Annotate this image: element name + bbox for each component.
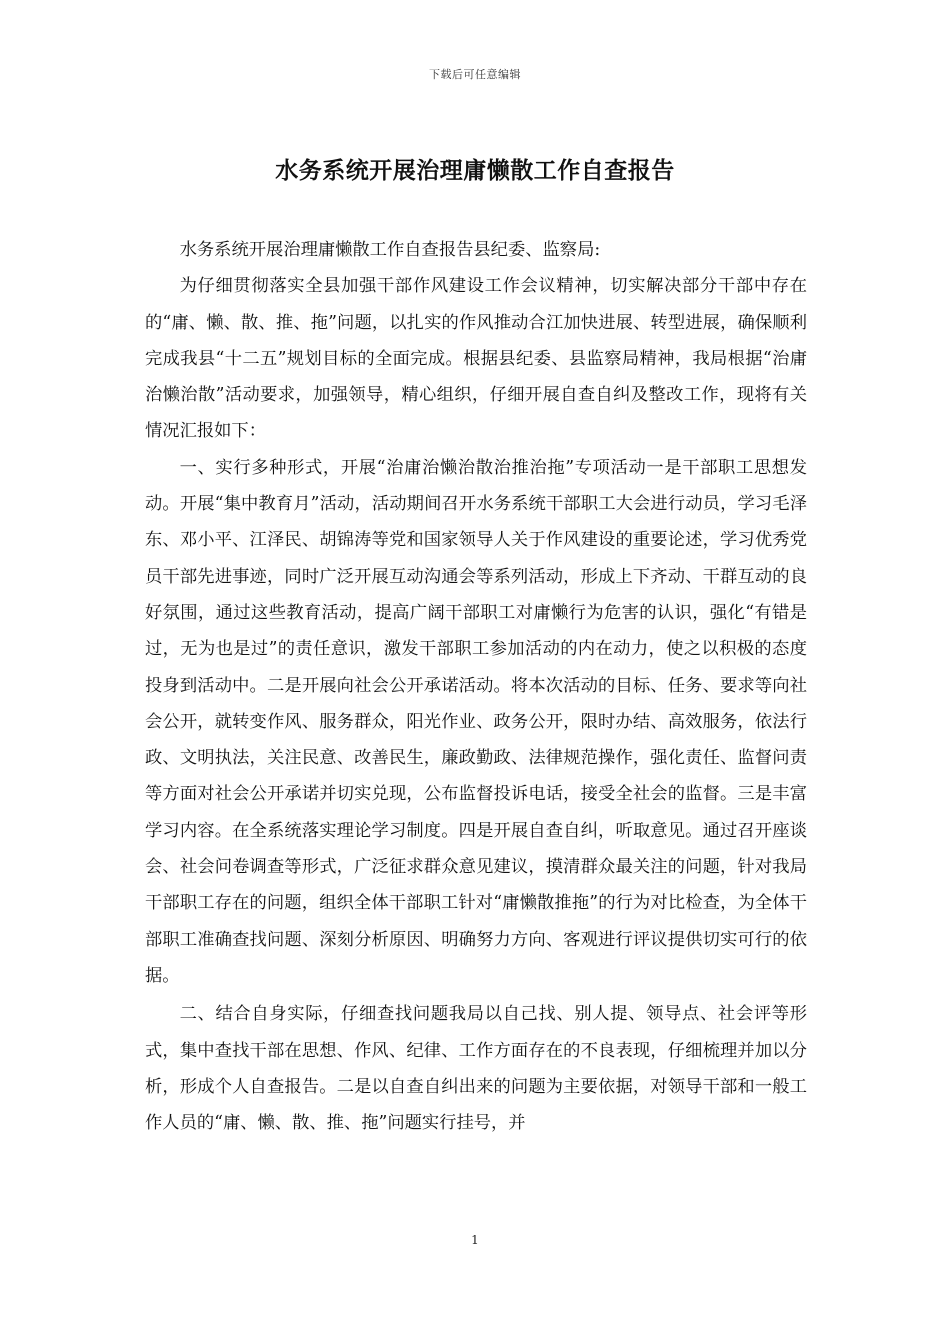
page-header-note: 下载后可任意编辑 — [429, 68, 521, 81]
body-paragraph-section-one: 一、实行多种形式，开展“治庸治懒治散治推治拖”专项活动一是干部职工思想发动。开展“集中教育月”活动，活动期间召开水务系统干部职工大会进行动员，学习毛泽东、邓小平、江泽民、胡锦涛等党和国家领导人关于作风建设的重要论述，学习优秀党员干部先进事迹，同时广泛开展互动沟通会等系列活动，形成上下齐动、干群互动的良好氛围，通过这些教育活动，提高广阔干部职工对庸懒行为危害的认识，强化“有错是过，无为也是过”的责任意识，激发干部职工参加活动的内在动力，使之以积极的态度投身到活动中。二是开展向社会公开承诺活动。将本次活动的目标、任务、要求等向社会公开，就转变作风、服务群众，阳光作业、政务公开，限时办结、高效服务，依法行政、文明执法，关注民意、改善民生，廉政勤政、法律规范操作，强化责任、监督问责等方面对社会公开承诺并切实兑现，公布监督投诉电话，接受全社会的监督。三是丰富学习内容。在全系统落实理论学习制度。四是开展自查自纠，听取意见。通过召开座谈会、社会问卷调查等形式，广泛征求群众意见建议，摸清群众最关注的问题，针对我局干部职工存在的问题，组织全体干部职工针对“庸懒散推拖”的行为对比检查，为全体干部职工准确查找问题、深刻分析原因、明确努力方向、客观进行评议提供切实可行的依据。 — [145, 457, 807, 986]
body-paragraph-salutation: 水务系统开展治理庸懒散工作自查报告县纪委、监察局: — [179, 240, 601, 260]
page-number: 1 — [471, 1233, 479, 1247]
document-title: 水务系统开展治理庸懒散工作自查报告 — [275, 158, 675, 184]
body-paragraph-intro: 为仔细贯彻落实全县加强干部作风建设工作会议精神，切实解决部分干部中存在的“庸、懒、散、推、拖”问题，以扎实的作风推动合江加快进展、转型进展，确保顺利完成我县“十二五”规划目标的全面完成。根据县纪委、县监察局精神，我局根据“治庸治懒治散”活动要求，加强领导，精心组织，仔细开展自查自纠及整改工作，现将有关情况汇报如下： — [145, 276, 807, 442]
document-body — [145, 232, 807, 1141]
body-paragraph-section-two: 二、结合自身实际，仔细查找问题我局以自己找、别人提、领导点、社会评等形式，集中查找干部在思想、作风、纪律、工作方面存在的不良表现，仔细梳理并加以分析，形成个人自查报告。二是以自查自纠出来的问题为主要依据，对领导干部和一般工作人员的“庸、懒、散、推、拖”问题实行挂号，并 — [145, 1004, 807, 1134]
